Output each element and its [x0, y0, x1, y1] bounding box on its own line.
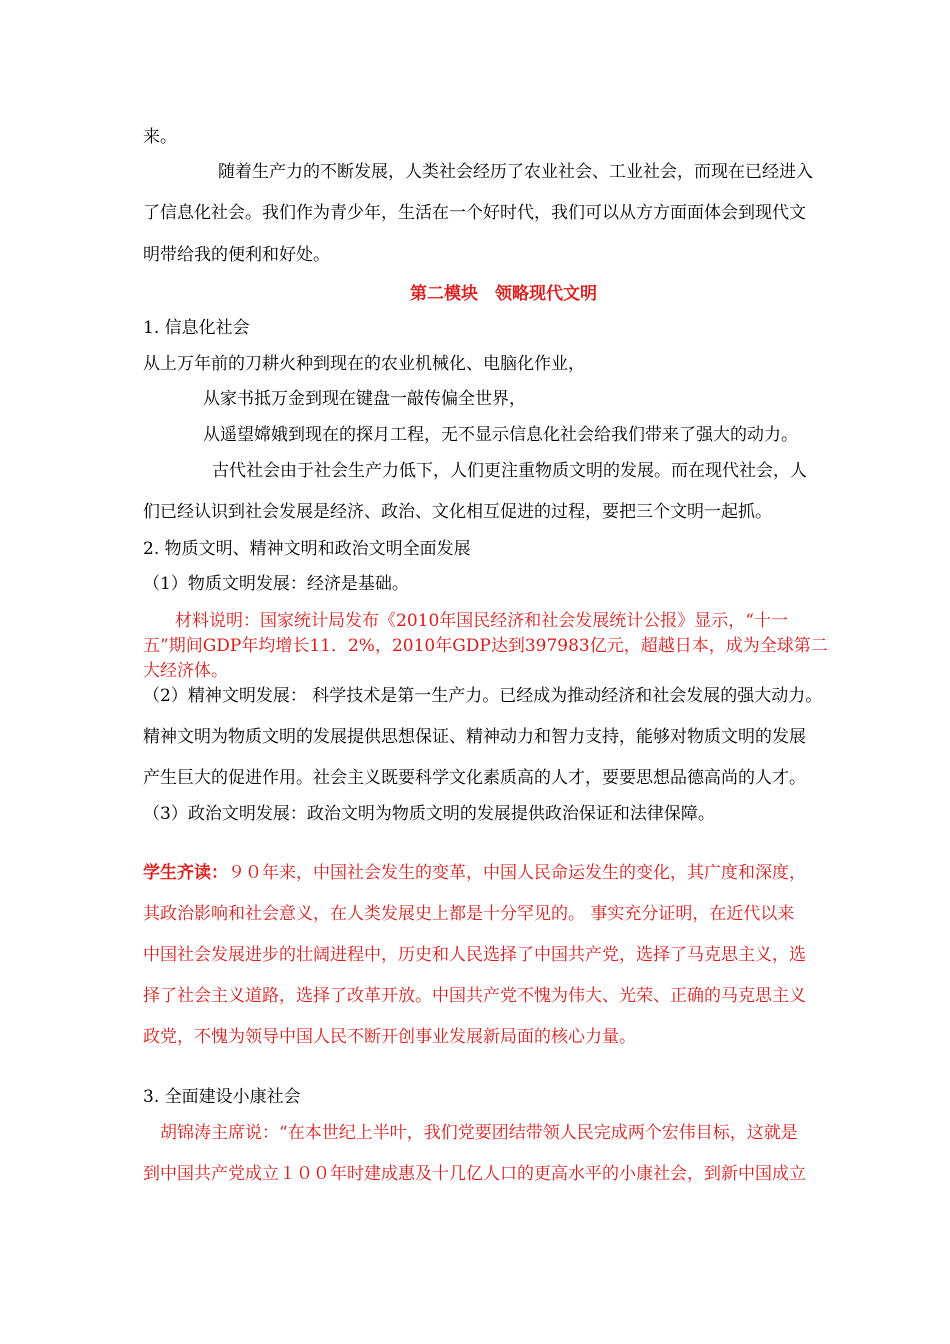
reading-text: ９０年来，中国社会发生的变革，中国人民命运发生的变化，其广度和深度，	[228, 863, 806, 883]
paragraph-line: 了信息化社会。我们作为青少年，生活在一个好时代，我们可以从方方面面体会到现代文	[143, 203, 806, 223]
paragraph-line: 从遥望嫦娥到现在的探月工程，无不显示信息化社会给我们带来了强大的动力。	[203, 425, 798, 445]
reading-passage: 择了社会主义道路，选择了改革开放。中国共产党不愧为伟大、光荣、正确的马克思主义	[143, 986, 806, 1006]
heading-1: 1. 信息化社会	[143, 318, 250, 338]
paragraph-line: 明带给我的便利和好处。	[143, 245, 330, 265]
material-note: 大经济体。	[143, 661, 228, 681]
section-title: 第二模块 领略现代文明	[410, 284, 597, 304]
quote-line: 到中国共产党成立１００年时建成惠及十几亿人口的更高水平的小康社会，到新中国成立	[143, 1164, 806, 1184]
paragraph-line: 从上万年前的刀耕火种到现在的农业机械化、电脑化作业，	[143, 354, 585, 374]
paragraph-line: 精神文明为物质文明的发展提供思想保证、精神动力和智力支持，能够对物质文明的发展	[143, 727, 806, 747]
paragraph-line: 随着生产力的不断发展，人类社会经历了农业社会、工业社会，而现在已经进入	[218, 162, 813, 182]
reading-passage: 政党，不愧为领导中国人民不断开创事业发展新局面的核心力量。	[143, 1027, 636, 1047]
heading-2: 2. 物质文明、精神文明和政治文明全面发展	[143, 539, 471, 559]
sub-heading: （1）物质文明发展：经济是基础。	[143, 574, 409, 594]
reading-passage	[143, 861, 806, 885]
quote-line: 胡锦涛主席说：“在本世纪上半叶，我们党要团结带领人民完成两个宏伟目标，这就是	[160, 1123, 798, 1143]
paragraph-line: 来。	[143, 127, 177, 147]
reading-label: 学生齐读：	[143, 863, 228, 883]
material-note: 材料说明：国家统计局发布《2010年国民经济和社会发展统计公报》显示，“十一	[175, 611, 788, 631]
paragraph-line: 古代社会由于社会生产力低下，人们更注重物质文明的发展。而在现代社会，人	[212, 461, 807, 481]
sub-heading: （2）精神文明发展： 科学技术是第一生产力。已经成为推动经济和社会发展的强大动力。	[143, 686, 823, 706]
sub-heading: （3）政治文明发展：政治文明为物质文明的发展提供政治保证和法律保障。	[143, 804, 715, 824]
paragraph-line: 们已经认识到社会发展是经济、政治、文化相互促进的过程，要把三个文明一起抓。	[143, 502, 772, 522]
reading-passage: 其政治影响和社会意义，在人类发展史上都是十分罕见的。 事实充分证明，在近代以来	[143, 904, 795, 924]
paragraph-line: 产生巨大的促进作用。社会主义既要科学文化素质高的人才，要要思想品德高尚的人才。	[143, 768, 806, 788]
heading-3: 3. 全面建设小康社会	[143, 1087, 301, 1107]
reading-passage: 中国社会发展进步的壮阔进程中，历史和人民选择了中国共产党，选择了马克思主义，选	[143, 945, 806, 965]
material-note: 五”期间GDP年均增长11．2%，2010年GDP达到397983亿元，超越日本，成为全球第二	[143, 636, 828, 656]
paragraph-line: 从家书抵万金到现在键盘一敲传偏全世界，	[203, 389, 526, 409]
